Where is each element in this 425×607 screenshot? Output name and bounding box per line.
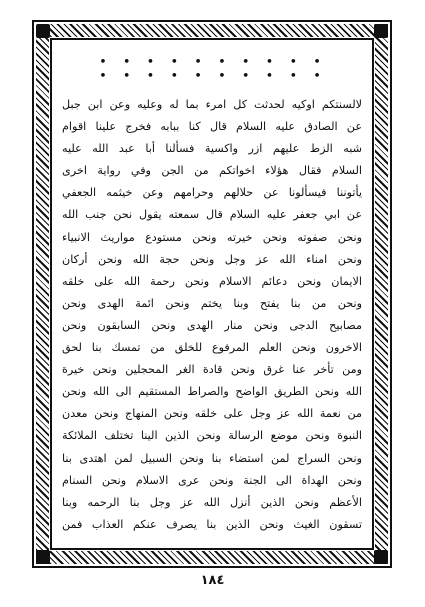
body-text — [62, 94, 362, 536]
text-line: ونحن امناء الله عز وجل ونحن حجة الله ونحن أركان — [62, 252, 362, 266]
corner-ornament-top-right — [374, 24, 388, 38]
dotted-separator: • • • • • • • • • • • • • • • • • • • • — [99, 55, 327, 84]
text-line: لالسنتكم اوكيه لحدثت كل امرء بما له وعليه وعن ابن جبل — [62, 98, 362, 111]
text-line: الاخرون ونحن العلم المرفوع للخلق من تمسك بنا لحق — [62, 341, 362, 355]
page-number: ١٨٤ — [200, 573, 225, 588]
text-line: من نعمة الله عز وجل على خلقه ونحن المنهاج ونحن معدن — [62, 407, 362, 421]
text-line: السلام فقال هؤلاء اخواتكم من الجن وفي رواية اخرى — [62, 164, 362, 178]
text-line: ونحن السراج لمن استضاء بنا ونحن السبيل لمن اهتدى بنا — [62, 451, 362, 465]
text-line: الايمان ونحن دعائم الاسلام ونحن رحمة الله على خلقه — [62, 274, 362, 288]
text-line: ونحن الهداة الى الجنة ونحن عرى الاسلام ونحن السنام — [62, 473, 362, 487]
text-line: عن الصادق عليه السلام قال كنا ببابه فخرج علينا اقوام — [62, 120, 362, 134]
text-line: ونحن صفوته ونحن خيرته ونحن مستودع مواريث الانبياء — [62, 230, 362, 244]
text-line: النبوة ونحن موضع الرسالة ونحن الذين الينا تختلف الملائكة — [62, 429, 362, 443]
corner-ornament-bottom-left — [36, 550, 50, 564]
text-line: شبه الزط عليهم ازر واكسية فسألنا أبا عبد الله عليه — [62, 142, 362, 156]
text-line: ونحن من بنا يفتح وبنا يختم ونحن ائمة الهدى ونحن — [62, 296, 362, 310]
corner-ornament-bottom-right — [374, 550, 388, 564]
corner-ornament-top-left — [36, 24, 50, 38]
text-line: مصابيح الدجى ونحن منار الهدى ونحن السابقون ونحن — [62, 318, 362, 332]
text-line: الله ونحن الطريق الواضح والصراط المستقيم الى الله ونحن — [62, 385, 362, 399]
text-line: الأعظم ونحن الذين أنزل الله عز وجل بنا الرحمه وبنا — [62, 495, 362, 509]
text-line: يأتوننا فيسألونا عن حلالهم وحرامهم وعن خيثمه الجعفي — [62, 186, 362, 200]
text-line: عن ابي جعفر عليه السلام قال سمعته يقول نحن جنب الله — [62, 208, 362, 222]
text-line: ومن تأخر عنا غرق ونحن قادة الغر المحجلين ونحن خيرة — [62, 363, 362, 377]
text-line: تسقون الغيث ونحن الذين بنا يصرف عنكم العذاب فمن — [62, 517, 362, 531]
